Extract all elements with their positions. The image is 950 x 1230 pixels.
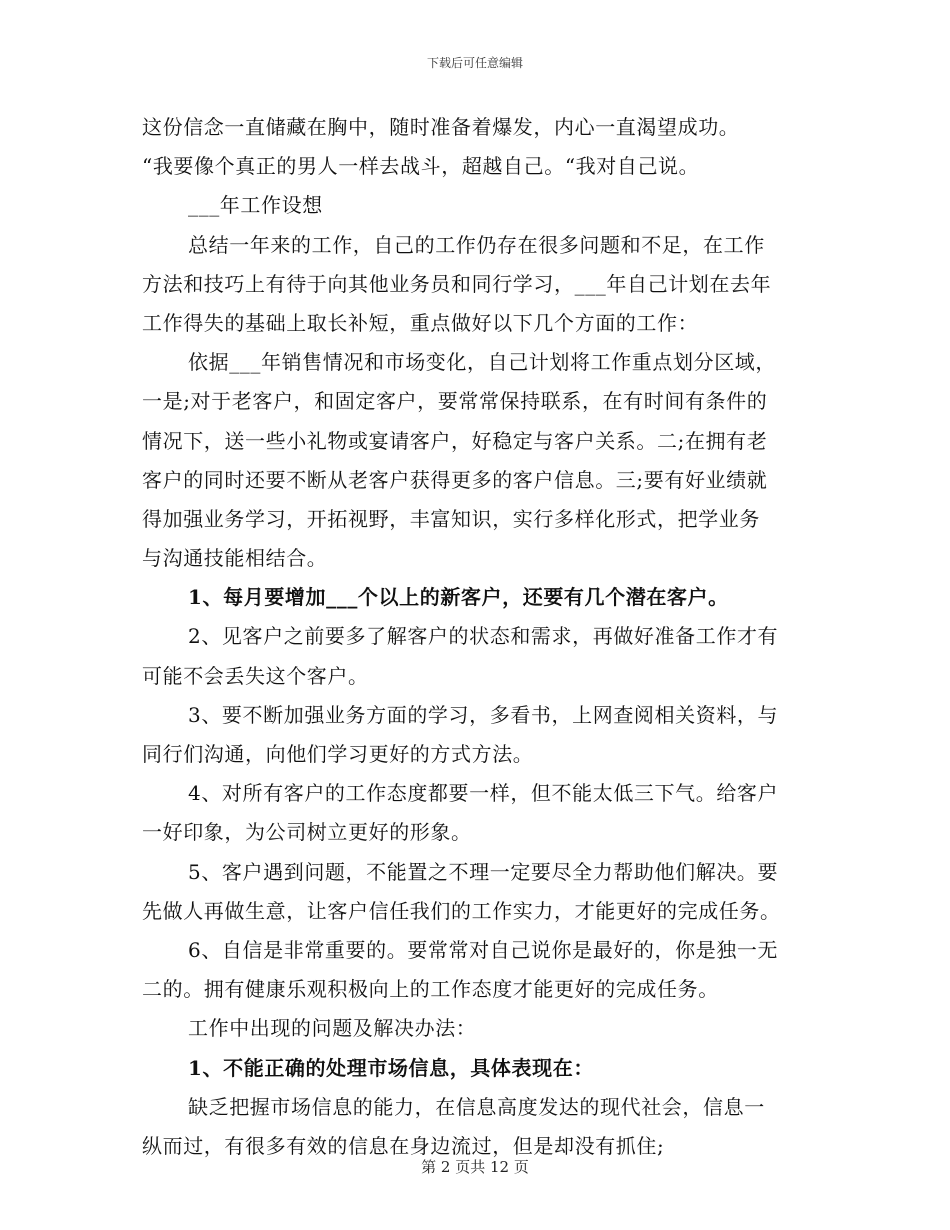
document-body — [142, 108, 807, 1166]
text-line: 4、对所有客户的工作态度都要一样，但不能太低三下气。给客户 — [188, 781, 779, 806]
text-line: 工作得失的基础上取长补短，重点做好以下几个方面的工作： — [142, 310, 699, 335]
text-line: 缺乏把握市场信息的能力，在信息高度发达的现代社会，信息一 — [188, 1094, 765, 1119]
text-line: 1、每月要增加___个以上的新客户，还要有几个潜在客户。 — [188, 585, 729, 610]
text-line: ___年工作设想 — [188, 193, 323, 218]
text-line: 方法和技巧上有待于向其他业务员和同行学习，___年自己计划在去年 — [142, 271, 772, 296]
text-line: 1、不能正确的处理市场信息，具体表现在： — [188, 1055, 594, 1080]
text-line: 工作中出现的问题及解决办法： — [188, 1016, 477, 1041]
page-header: 下载后可任意编辑 — [426, 56, 523, 70]
text-line: 情况下，送一些小礼物或宴请客户，好稳定与客户关系。二;在拥有老 — [142, 428, 768, 453]
text-line: 可能不会丢失这个客户。 — [142, 663, 369, 688]
page-footer: 第 2 页共 12 页 — [421, 1158, 529, 1176]
text-line: 这份信念一直储藏在胸中，随时准备着爆发，内心一直渴望成功。 — [142, 115, 740, 139]
text-line: 总结一年来的工作，自己的工作仍存在很多问题和不足，在工作 — [188, 232, 765, 257]
text-line: 一好印象，为公司树立更好的形象。 — [142, 820, 472, 845]
text-line: 一是;对于老客户，和固定客户，要常常保持联系，在有时间有条件的 — [142, 389, 768, 414]
text-line: 6、自信是非常重要的。要常常对自己说你是最好的，你是独一无 — [188, 937, 779, 962]
text-line: 5、客户遇到问题，不能置之不理一定要尽全力帮助他们解决。要 — [188, 859, 779, 884]
text-line: 客户的同时还要不断从老客户获得更多的客户信息。三;要有好业绩就 — [142, 467, 768, 492]
text-line: 2、见客户之前要多了解客户的状态和需求，再做好准备工作才有 — [188, 624, 779, 649]
text-line: 与沟通技能相结合。 — [142, 546, 328, 571]
text-line: “我要像个真正的男人一样去战斗，超越自己。“我对自己说。 — [142, 154, 700, 179]
text-line: 二的。拥有健康乐观积极向上的工作态度才能更好的完成任务。 — [142, 977, 719, 1002]
text-line: 得加强业务学习，开拓视野，丰富知识，实行多样化形式，把学业务 — [142, 506, 760, 531]
text-line: 同行们沟通，向他们学习更好的方式方法。 — [142, 742, 534, 766]
text-line: 先做人再做生意，让客户信任我们的工作实力，才能更好的完成任务。 — [142, 898, 781, 923]
text-line: 3、要不断加强业务方面的学习，多看书，上网查阅相关资料，与 — [188, 702, 779, 727]
text-line: 依据___年销售情况和市场变化，自己计划将工作重点划分区域， — [188, 350, 776, 375]
text-line: 纵而过，有很多有效的信息在身边流过，但是却没有抓住; — [142, 1133, 665, 1158]
